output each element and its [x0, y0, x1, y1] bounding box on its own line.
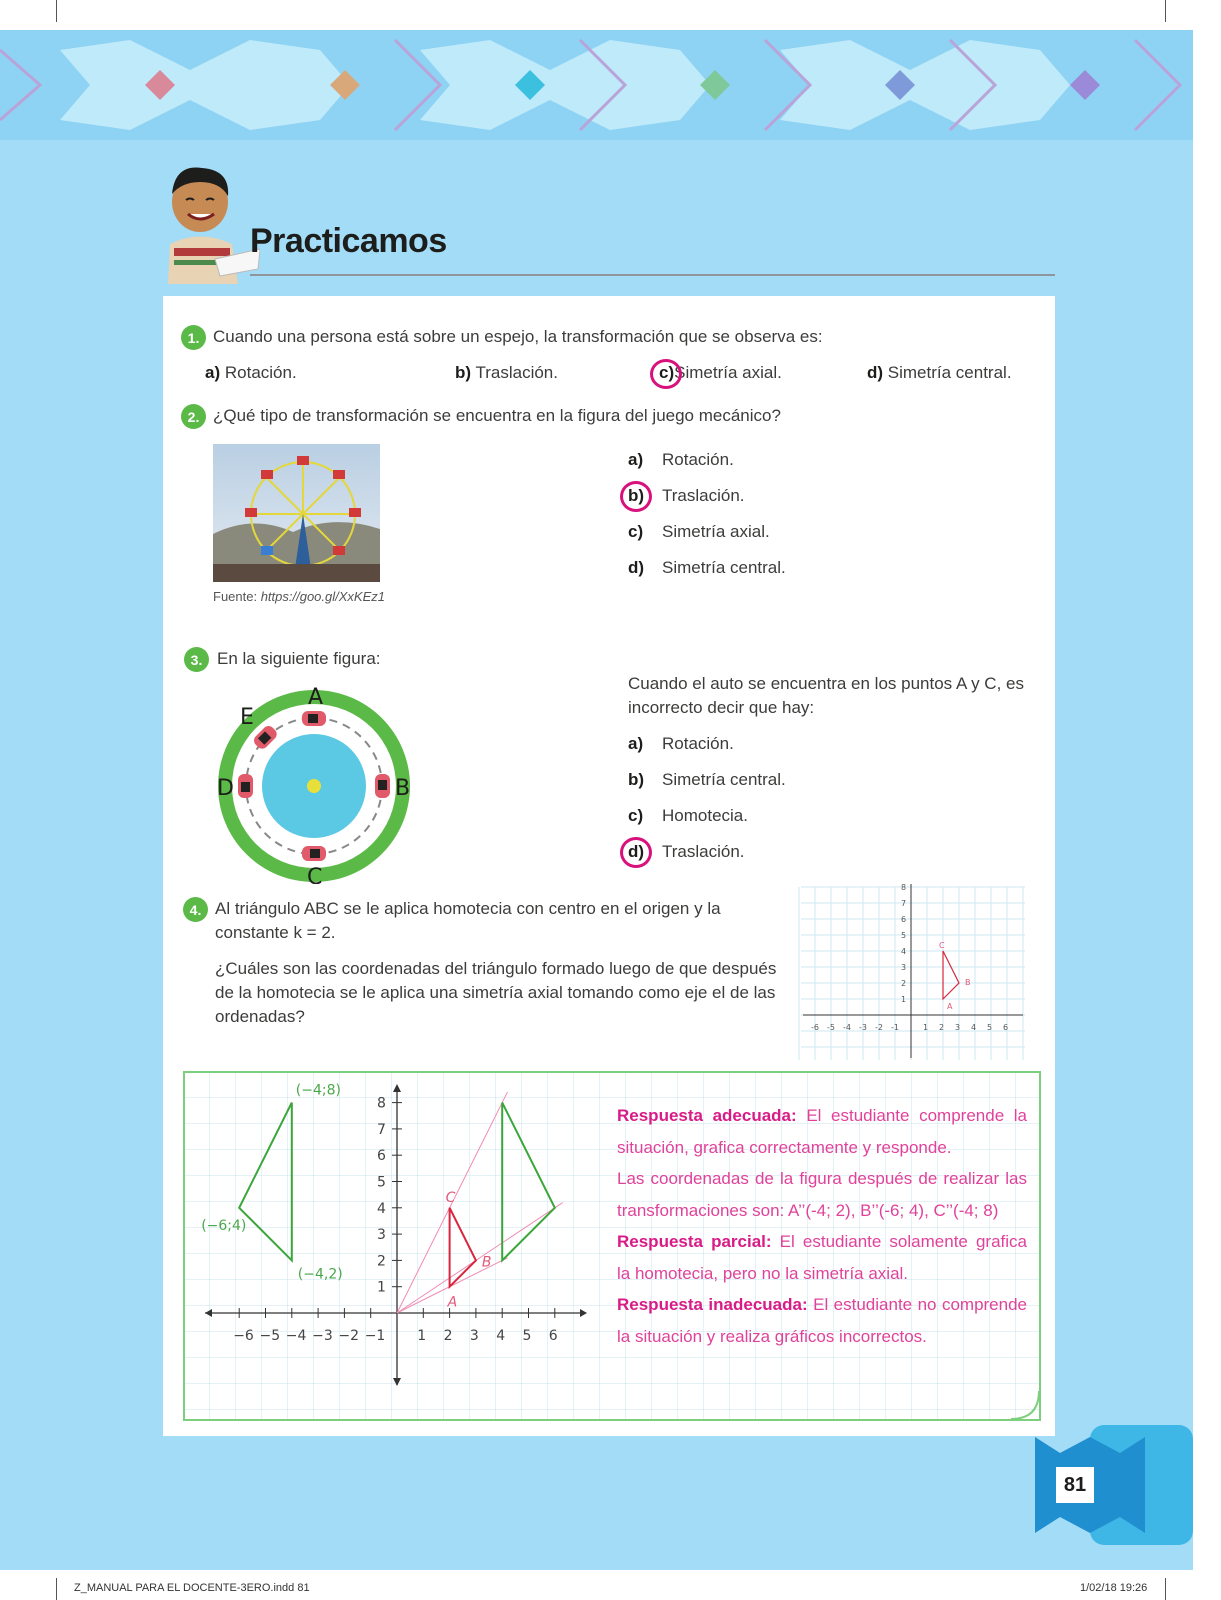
- x-tick-label: 3: [469, 1328, 479, 1344]
- footer-file-info: Z_MANUAL PARA EL DOCENTE-3ERO.indd 81: [74, 1582, 310, 1594]
- point-label-b: B: [481, 1254, 492, 1271]
- coordinate-label: (−4,2): [297, 1266, 343, 1283]
- source-url: https://goo.gl/XxKEz1: [260, 589, 385, 604]
- x-tick-label: 4: [496, 1328, 506, 1344]
- option-text: Rotación.: [662, 450, 734, 469]
- selected-answer-circle: [650, 359, 682, 389]
- question-number-1: 1.: [181, 325, 206, 350]
- crop-mark: [56, 1578, 57, 1600]
- adequate-label: Respuesta adecuada:: [617, 1106, 797, 1125]
- partial-text: El estudiante solamente grafica la homotecia, pero no la simetría axial.: [617, 1232, 1027, 1283]
- x-tick-label: 1: [923, 1023, 929, 1032]
- question-1-text: Cuando una persona está sobre un espejo, la transformación que se observa es:: [213, 327, 823, 346]
- footer-date: 1/02/18 19:26: [1080, 1582, 1148, 1594]
- y-axis-arrow: [393, 1378, 401, 1386]
- x-tick-label: -4: [843, 1023, 851, 1032]
- question-4-line-2: constante k = 2.: [215, 923, 336, 942]
- q1-option-d: [867, 363, 1012, 383]
- x-tick-label: −6: [233, 1328, 254, 1344]
- q3-option-a: [628, 734, 734, 754]
- x-tick-label: -2: [875, 1023, 883, 1032]
- option-letter: b): [628, 486, 645, 505]
- inadequate-label: Respuesta inadecuada:: [617, 1295, 808, 1314]
- y-tick-label: 5: [901, 931, 907, 940]
- point-label-a: A: [308, 685, 324, 710]
- coordinate-label: (−6;4): [201, 1217, 247, 1234]
- crop-mark: [1165, 0, 1166, 22]
- point-label-b: B: [395, 776, 411, 801]
- x-tick-label: 1: [417, 1328, 427, 1344]
- point-label-d: D: [217, 776, 234, 801]
- answer-coordinate-graph: [195, 1080, 605, 1415]
- x-tick-label: -6: [811, 1023, 819, 1032]
- x-tick-label: −3: [312, 1328, 333, 1344]
- y-tick-label: 8: [377, 1095, 386, 1112]
- x-tick-label: 5: [522, 1328, 532, 1344]
- option-text: Homotecia.: [662, 806, 748, 825]
- coordinates-text: Las coordenadas de la figura después de realizar las transformaciones son: A’’(-4; 2), B’’(-6; 4), C’’(-4; 8): [617, 1169, 1027, 1220]
- selected-answer-circle: [620, 481, 652, 512]
- y-tick-label: 6: [377, 1148, 386, 1165]
- coordinate-label: (−4;8): [295, 1082, 341, 1099]
- q2-option-c: [628, 522, 770, 542]
- point-label: A: [947, 1002, 953, 1011]
- option-text: Traslación.: [662, 842, 745, 861]
- point-label: C: [939, 941, 945, 950]
- option-text: Traslación.: [475, 363, 558, 382]
- q1-option-b: [455, 363, 558, 383]
- x-tick-label: 4: [971, 1023, 977, 1032]
- q3-option-b: [628, 770, 786, 790]
- question-4-line-4: de la homotecia se le aplica una simetría axial tomando como eje el de las: [215, 983, 776, 1002]
- x-tick-label: 6: [548, 1328, 558, 1344]
- question-number-2: 2.: [181, 404, 206, 429]
- x-tick-label: 2: [443, 1328, 453, 1344]
- x-tick-label: −2: [338, 1328, 360, 1344]
- x-tick-label: 6: [1003, 1023, 1009, 1032]
- x-axis-arrow: [205, 1309, 212, 1317]
- option-letter: c): [628, 522, 644, 541]
- option-text: Simetría axial.: [674, 363, 782, 382]
- y-tick-label: 4: [901, 947, 907, 956]
- point-label-a: A: [447, 1294, 458, 1311]
- option-text: Rotación.: [224, 363, 297, 382]
- option-letter: d): [628, 842, 645, 861]
- q1-option-a: [205, 363, 297, 383]
- y-tick-label: 3: [901, 963, 907, 972]
- circular-track-figure: [212, 684, 422, 884]
- source-label: Fuente:: [213, 589, 261, 604]
- x-tick-label: −5: [259, 1328, 281, 1344]
- y-tick-label: 1: [377, 1279, 386, 1296]
- inadequate-text: El estudiante no comprende la situación y realiza gráficos incorrectos.: [617, 1295, 1027, 1346]
- point-label-c: C: [307, 865, 323, 884]
- triangle-homothety: [502, 1103, 555, 1261]
- x-tick-label: 5: [987, 1023, 993, 1032]
- option-letter: c): [659, 363, 675, 382]
- q2-option-a: [628, 450, 734, 470]
- mascot-boy-illustration: [160, 164, 260, 284]
- q3-prompt-line-2: incorrecto decir que hay:: [628, 698, 815, 717]
- q3-option-c: [628, 806, 748, 826]
- question-4-line-5: ordenadas?: [215, 1007, 305, 1026]
- y-tick-label: 2: [377, 1253, 386, 1270]
- y-tick-label: 3: [377, 1227, 386, 1244]
- option-text: Rotación.: [662, 734, 734, 753]
- decorative-header-band: [0, 30, 1193, 140]
- crop-mark: [56, 0, 57, 22]
- ferris-wheel-photo: [213, 444, 380, 582]
- question-number-3: 3.: [184, 647, 209, 672]
- option-text: Simetría central.: [662, 558, 786, 577]
- x-tick-label: -3: [859, 1023, 867, 1032]
- crop-mark: [1165, 1578, 1166, 1600]
- q3-prompt-line-1: Cuando el auto se encuentra en los puntos A y C, es: [628, 674, 1024, 693]
- x-axis-arrow: [580, 1309, 587, 1317]
- x-tick-label: -5: [827, 1023, 835, 1032]
- x-tick-label: 2: [939, 1023, 945, 1032]
- title-divider: [250, 274, 1055, 276]
- question-2-text: ¿Qué tipo de transformación se encuentra en la figura del juego mecánico?: [213, 406, 781, 425]
- option-text: Simetría axial.: [662, 522, 770, 541]
- image-source: [213, 589, 385, 604]
- x-tick-label: 3: [955, 1023, 961, 1032]
- adequate-text: El estudiante comprende la situación, grafica correctamente y responde.: [617, 1106, 1027, 1157]
- section-title: Practicamos: [250, 222, 447, 260]
- page-number: 81: [1056, 1467, 1094, 1503]
- question-4-line-3: ¿Cuáles son las coordenadas del triángulo formado luego de que después: [215, 959, 777, 978]
- option-text: Simetría central.: [662, 770, 786, 789]
- option-letter: d): [867, 363, 884, 382]
- option-letter: b): [628, 770, 645, 789]
- question-4-line-1: Al triángulo ABC se le aplica homotecia con centro en el origen y la: [215, 899, 721, 918]
- triangle-reflected: [239, 1103, 292, 1261]
- x-tick-label: −4: [285, 1328, 307, 1344]
- point-label-c: C: [445, 1189, 456, 1206]
- option-text: Simetría central.: [887, 363, 1012, 382]
- triangle-abc: [943, 951, 959, 999]
- x-tick-label: −1: [364, 1328, 386, 1344]
- y-tick-label: 8: [901, 883, 907, 892]
- option-letter: a): [628, 450, 644, 469]
- y-tick-label: 4: [377, 1200, 386, 1217]
- y-axis-arrow: [393, 1084, 401, 1092]
- partial-label: Respuesta parcial:: [617, 1232, 772, 1251]
- option-letter: b): [455, 363, 472, 382]
- small-coordinate-graph: [798, 882, 1028, 1062]
- y-tick-label: 7: [901, 899, 907, 908]
- point-label: B: [965, 978, 971, 987]
- point-label-e: E: [240, 705, 254, 730]
- answer-rubric: [617, 1100, 1027, 1352]
- option-text: Traslación.: [662, 486, 745, 505]
- question-3-text: En la siguiente figura:: [217, 649, 381, 668]
- option-letter: a): [628, 734, 644, 753]
- option-letter: a): [205, 363, 221, 382]
- selected-answer-circle: [620, 837, 652, 868]
- y-tick-label: 1: [901, 995, 907, 1004]
- y-tick-label: 6: [901, 915, 907, 924]
- y-tick-label: 2: [901, 979, 907, 988]
- question-number-4: 4.: [183, 897, 208, 922]
- q2-option-d: [628, 558, 786, 578]
- homothety-ray: [397, 1203, 563, 1313]
- y-tick-label: 7: [377, 1121, 386, 1138]
- option-letter: d): [628, 558, 645, 577]
- y-tick-label: 5: [377, 1174, 386, 1191]
- option-letter: c): [628, 806, 644, 825]
- x-tick-label: -1: [891, 1023, 899, 1032]
